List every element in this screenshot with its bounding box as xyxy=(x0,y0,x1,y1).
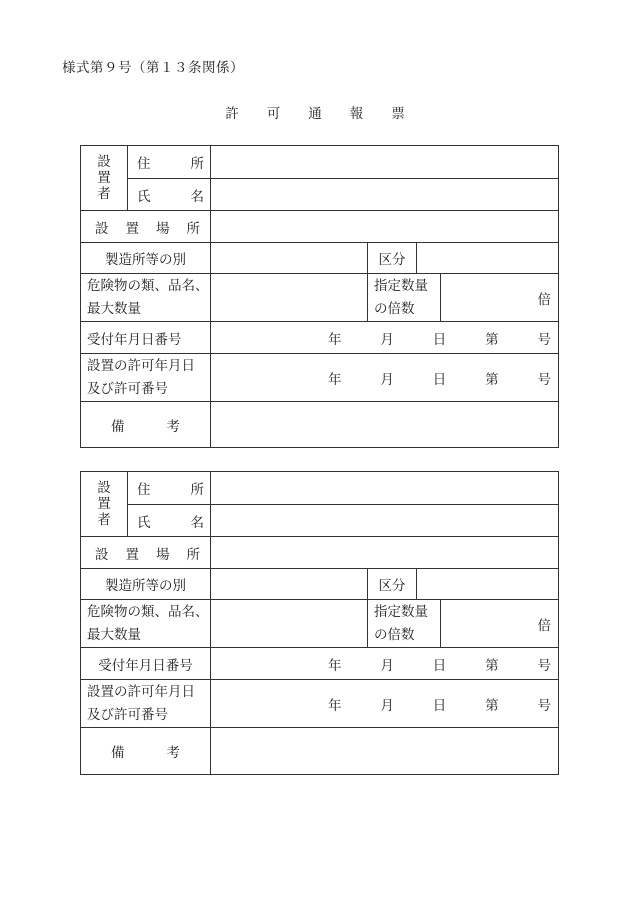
title-char: 通 xyxy=(308,106,322,122)
permit-field[interactable]: 年 月 日 第 号 xyxy=(211,354,559,402)
permit-field[interactable]: 年 月 日 第 号 xyxy=(211,680,559,728)
address-field[interactable] xyxy=(211,146,559,179)
address-label: 住 所 xyxy=(128,472,211,505)
installer-label: 設 置 者 xyxy=(81,146,128,211)
name-label: 氏 名 xyxy=(128,505,211,537)
remarks-label: 備 考 xyxy=(81,402,211,448)
title-char: 許 xyxy=(225,106,239,122)
form-code: 様式第９号（第１３条関係） xyxy=(62,60,244,76)
title-char: 報 xyxy=(349,106,364,122)
multiple-label: 指定数量 の倍数 xyxy=(368,274,441,322)
facility-type-field[interactable] xyxy=(211,243,368,274)
category-field[interactable] xyxy=(417,569,559,600)
name-label: 氏 名 xyxy=(128,179,211,211)
category-label: 区分 xyxy=(368,243,417,274)
location-field[interactable] xyxy=(211,537,559,569)
remarks-field[interactable] xyxy=(211,728,559,775)
address-field[interactable] xyxy=(211,472,559,505)
receipt-label: 受付年月日番号 xyxy=(81,648,211,680)
hazmat-field[interactable] xyxy=(211,274,368,322)
multiple-field[interactable] xyxy=(441,600,559,648)
facility-type-label: 製造所等の別 xyxy=(81,243,211,274)
installer-label: 設 置 者 xyxy=(81,472,128,537)
multiple-field[interactable] xyxy=(441,274,559,322)
location-label: 設 置 場 所 xyxy=(81,537,211,569)
hazmat-field[interactable] xyxy=(211,600,368,648)
receipt-field[interactable]: 年 月 日 第 号 xyxy=(211,322,559,354)
title-char: 票 xyxy=(391,106,405,122)
hazmat-label: 危険物の類、品名、 最大数量 xyxy=(81,274,211,322)
receipt-label: 受付年月日番号 xyxy=(81,322,211,354)
permit-label: 設置の許可年月日 及び許可番号 xyxy=(81,354,211,402)
category-field[interactable] xyxy=(417,243,559,274)
multiple-label: 指定数量 の倍数 xyxy=(368,600,441,648)
permit-notice-form-2 xyxy=(80,471,559,775)
remarks-label: 備 考 xyxy=(81,728,211,775)
address-label: 住 所 xyxy=(128,146,211,179)
name-field[interactable] xyxy=(211,505,559,537)
times-unit: 倍 xyxy=(537,617,551,634)
location-field[interactable] xyxy=(211,211,559,243)
category-label: 区分 xyxy=(368,569,417,600)
name-field[interactable] xyxy=(211,179,559,211)
facility-type-label: 製造所等の別 xyxy=(81,569,211,600)
hazmat-label: 危険物の類、品名、 最大数量 xyxy=(81,600,211,648)
location-label: 設 置 場 所 xyxy=(81,211,211,243)
facility-type-field[interactable] xyxy=(211,569,368,600)
title-char: 可 xyxy=(266,106,281,122)
receipt-field[interactable]: 年 月 日 第 号 xyxy=(211,648,559,680)
document-title xyxy=(0,102,630,122)
permit-label: 設置の許可年月日 及び許可番号 xyxy=(81,680,211,728)
remarks-field[interactable] xyxy=(211,402,559,448)
permit-notice-form-1 xyxy=(80,145,559,448)
times-unit: 倍 xyxy=(537,291,551,308)
